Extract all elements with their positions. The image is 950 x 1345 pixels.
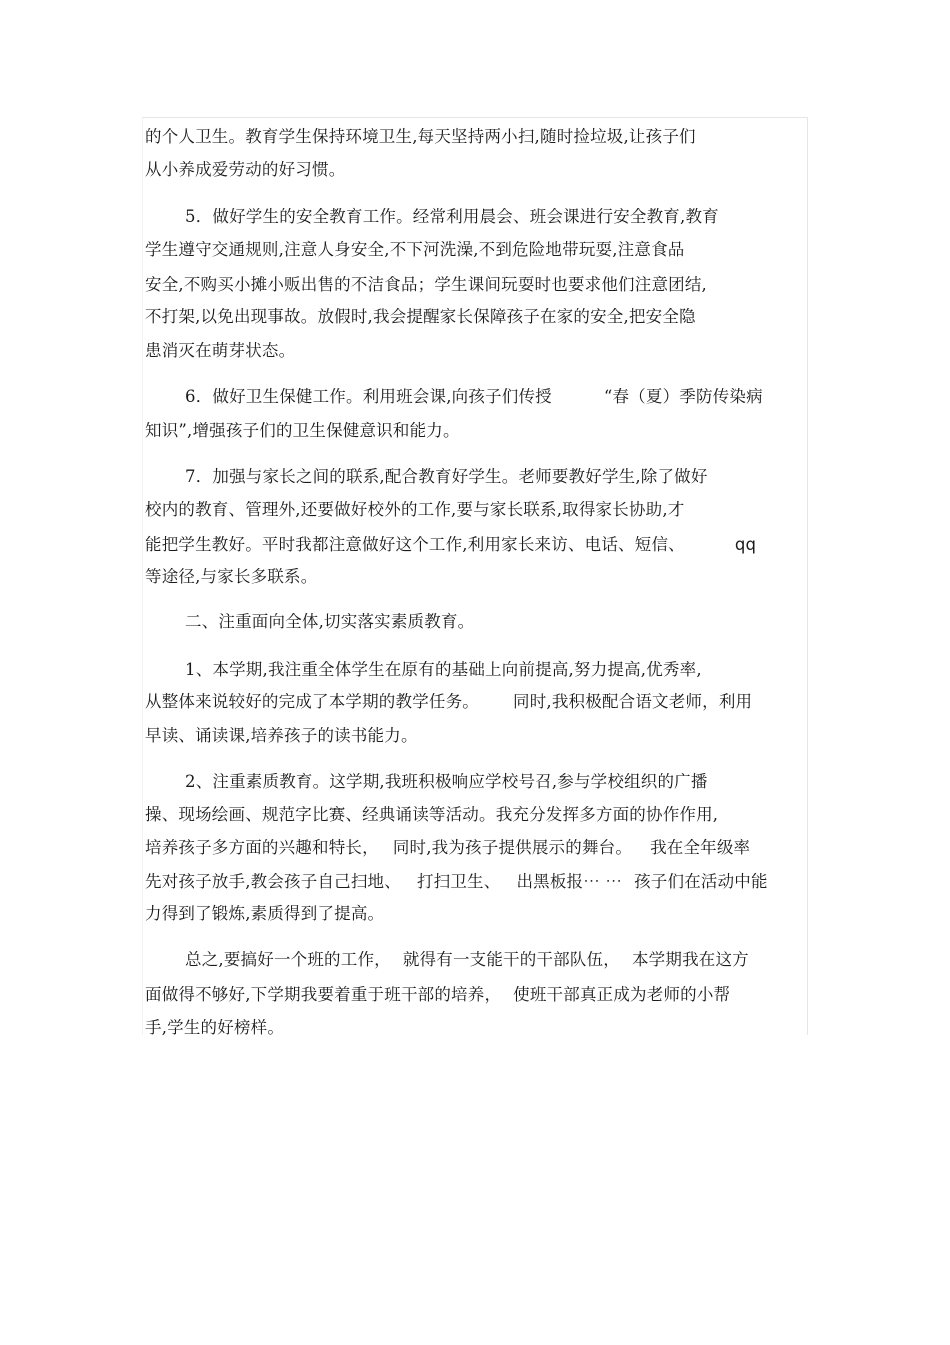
item-5-line: 不打架,以免出现事故。放假时,我会提醒家长保障孩子在家的安全,把安全隐 xyxy=(145,307,696,326)
item-2-1-text: 从整体来说较好的完成了本学期的教学任务。 xyxy=(145,692,479,711)
item-2-2-text: 先对孩子放手,教会孩子自己扫地、 xyxy=(145,872,401,891)
item-2-1-line: 早读、诵读课,培养孩子的读书能力。 xyxy=(145,726,418,745)
item-7-line: 7．加强与家长之间的联系,配合教育好学生。老师要教好学生,除了做好 xyxy=(185,467,708,486)
item-5-line: 安全,不购买小摊小贩出售的不洁食品；学生课间玩耍时也要求他们注意团结, xyxy=(145,275,707,294)
conclusion-line xyxy=(185,950,749,970)
item-6-line xyxy=(185,387,763,407)
item-2-2-line: 力得到了锻炼,素质得到了提高。 xyxy=(145,904,385,923)
item-2-1-line xyxy=(145,692,752,712)
item-2-2-text: 出黑板报⋯ ⋯ xyxy=(516,872,623,891)
item-5-line: 5．做好学生的安全教育工作。经常利用晨会、班会课进行安全教育,教育 xyxy=(185,207,719,226)
item-2-2-line xyxy=(145,838,750,858)
conclusion-text: 总之,要搞好一个班的工作， xyxy=(185,950,391,969)
item-2-2-text: 我在全年级率 xyxy=(650,838,751,857)
paragraph-line: 的个人卫生。教育学生保持环境卫生,每天坚持两小扫,随时捡垃圾,让孩子们 xyxy=(145,127,696,146)
item-2-2-text: 孩子们在活动中能 xyxy=(634,872,768,891)
conclusion-line xyxy=(145,985,730,1005)
qq-text: qq xyxy=(734,535,757,554)
item-5-line: 患消灭在萌芽状态。 xyxy=(145,341,296,360)
item-2-1-text: 同时,我积极配合语文老师，利用 xyxy=(513,692,753,711)
conclusion-line: 手,学生的好榜样。 xyxy=(145,1018,285,1037)
item-6-text: 6．做好卫生保健工作。利用班会课,向孩子们传授 xyxy=(185,387,552,406)
conclusion-text: 就得有一支能干的干部队伍， xyxy=(402,950,620,969)
conclusion-text: 使班干部真正成为老师的小帮 xyxy=(513,985,731,1004)
item-2-1-line: 1、本学期,我注重全体学生在原有的基础上向前提高,努力提高,优秀率, xyxy=(185,660,702,679)
item-2-2-text: 打扫卫生、 xyxy=(416,872,501,891)
conclusion-text: 本学期我在这方 xyxy=(631,950,749,969)
item-2-2-line: 2、注重素质教育。这学期,我班积极响应学校号召,参与学校组织的广播 xyxy=(185,772,708,791)
item-5-line: 学生遵守交通规则,注意人身安全,不下河洗澡,不到危险地带玩耍,注意食品 xyxy=(145,240,685,259)
item-7-line: 等途径,与家长多联系。 xyxy=(145,567,318,586)
section-heading: 二、注重面向全体,切实落实素质教育。 xyxy=(185,612,475,631)
item-6-line: 知识”,增强孩子们的卫生保健意识和能力。 xyxy=(145,421,460,440)
item-2-2-text: 同时,我为孩子提供展示的舞台。 xyxy=(392,838,633,857)
item-7-text: 能把学生教好。平时我都注意做好这个工作,利用家长来访、电话、短信、 xyxy=(145,535,685,554)
item-2-2-text: 培养孩子多方面的兴趣和特长， xyxy=(145,838,379,857)
item-7-line xyxy=(145,535,756,555)
item-2-2-line xyxy=(145,872,768,892)
item-2-2-line: 操、现场绘画、规范字比赛、经典诵读等活动。我充分发挥多方面的协作作用, xyxy=(145,805,719,824)
item-6-quote: “春（夏）季防传染病 xyxy=(603,387,763,406)
item-7-line: 校内的教育、管理外,还要做好校外的工作,要与家长联系,取得家长协助,才 xyxy=(145,500,685,519)
conclusion-text: 面做得不够好,下学期我要着重于班干部的培养， xyxy=(145,985,502,1004)
paragraph-line: 从小养成爱劳动的好习惯。 xyxy=(145,160,346,179)
